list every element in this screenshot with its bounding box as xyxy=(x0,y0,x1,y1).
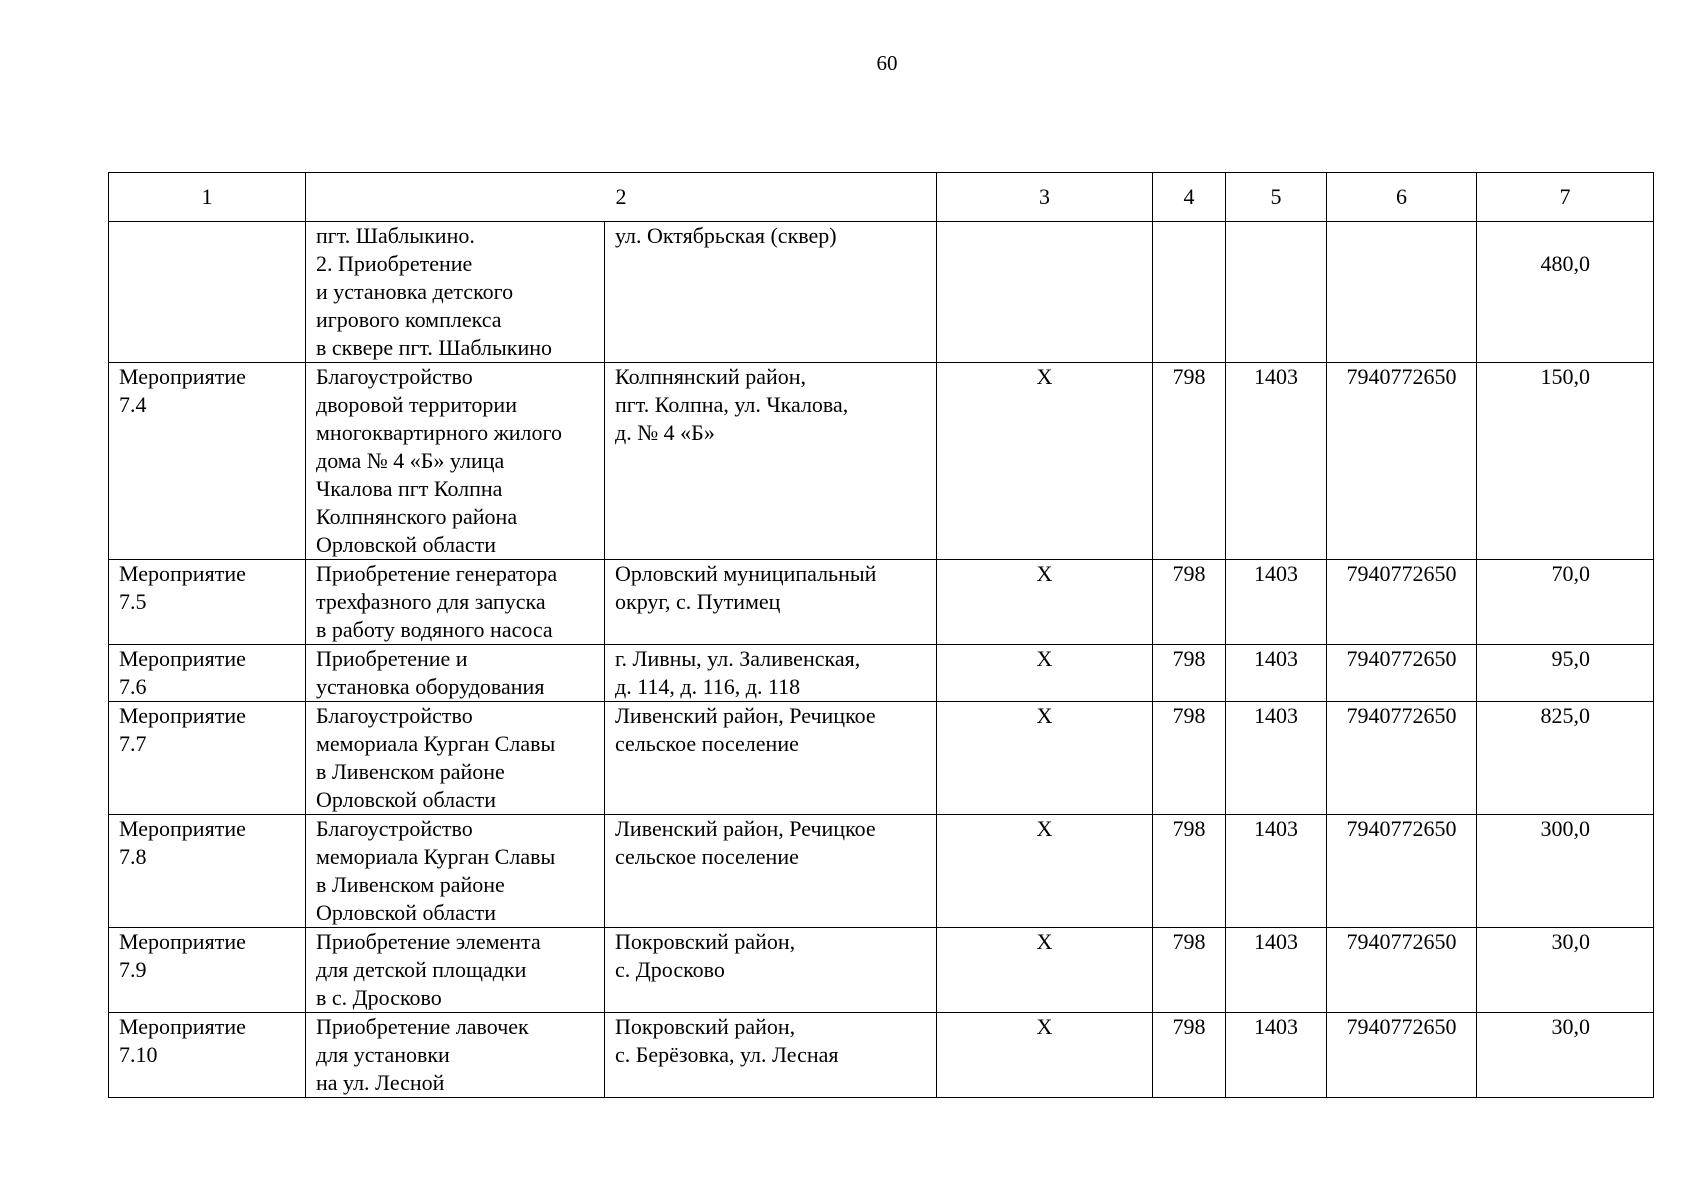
amount-cell: 95,0 xyxy=(1477,645,1654,702)
description-cell: Благоустройство дворовой территории многоквартирного жилого дома № 4 «Б» улица Чкалова пгт Колпна Колпнянского района Орловской области xyxy=(306,363,605,560)
event-cell: Мероприятие 7.7 xyxy=(109,702,306,815)
address-cell: г. Ливны, ул. Заливенская, д. 114, д. 116, д. 118 xyxy=(605,645,937,702)
target-article-cell: 7940772650 xyxy=(1327,363,1477,560)
code-cell: 798 xyxy=(1153,702,1226,815)
target-article-cell xyxy=(1327,222,1477,363)
description-cell: пгт. Шаблыкино. 2. Приобретение и установка детского игрового комплекса в сквере пгт. Шаблыкино xyxy=(306,222,605,363)
event-cell: Мероприятие 7.10 xyxy=(109,1013,306,1098)
address-cell: Ливенский район, Речицкое сельское поселение xyxy=(605,815,937,928)
event-cell: Мероприятие 7.8 xyxy=(109,815,306,928)
table-row xyxy=(109,702,1654,815)
table-row xyxy=(109,815,1654,928)
description-cell: Благоустройство мемориала Курган Славы в Ливенском районе Орловской области xyxy=(306,815,605,928)
event-cell: Мероприятие 7.5 xyxy=(109,560,306,645)
target-article-cell: 7940772650 xyxy=(1327,1013,1477,1098)
marker-cell: Х xyxy=(937,645,1153,702)
table-row xyxy=(109,645,1654,702)
address-cell: Покровский район, с. Берёзовка, ул. Лесная xyxy=(605,1013,937,1098)
target-article-cell: 7940772650 xyxy=(1327,645,1477,702)
header-col-6: 6 xyxy=(1327,173,1477,222)
amount-cell: 30,0 xyxy=(1477,1013,1654,1098)
table-row xyxy=(109,363,1654,560)
table-header-row xyxy=(109,173,1654,222)
marker-cell xyxy=(937,222,1153,363)
code-cell: 798 xyxy=(1153,928,1226,1013)
page-number: 60 xyxy=(876,51,898,75)
amount-cell: 70,0 xyxy=(1477,560,1654,645)
marker-cell: Х xyxy=(937,560,1153,645)
amount-cell: 825,0 xyxy=(1477,702,1654,815)
code-cell: 798 xyxy=(1153,363,1226,560)
section-cell: 1403 xyxy=(1226,928,1327,1013)
header-col-5: 5 xyxy=(1226,173,1327,222)
address-cell: ул. Октябрьская (сквер) xyxy=(605,222,937,363)
marker-cell: Х xyxy=(937,815,1153,928)
code-cell xyxy=(1153,222,1226,363)
section-cell xyxy=(1226,222,1327,363)
description-cell: Приобретение элемента для детской площадки в с. Дросково xyxy=(306,928,605,1013)
section-cell: 1403 xyxy=(1226,645,1327,702)
code-cell: 798 xyxy=(1153,560,1226,645)
section-cell: 1403 xyxy=(1226,815,1327,928)
target-article-cell: 7940772650 xyxy=(1327,815,1477,928)
amount-cell: 150,0 xyxy=(1477,363,1654,560)
address-cell: Покровский район, с. Дросково xyxy=(605,928,937,1013)
table-row xyxy=(109,222,1654,363)
section-cell: 1403 xyxy=(1226,1013,1327,1098)
description-cell: Благоустройство мемориала Курган Славы в Ливенском районе Орловской области xyxy=(306,702,605,815)
table-row xyxy=(109,928,1654,1013)
header-col-4: 4 xyxy=(1153,173,1226,222)
budget-table xyxy=(108,172,1654,1098)
address-cell: Колпнянский район, пгт. Колпна, ул. Чкалова, д. № 4 «Б» xyxy=(605,363,937,560)
address-cell: Орловский муниципальный округ, с. Путимец xyxy=(605,560,937,645)
marker-cell: Х xyxy=(937,1013,1153,1098)
description-cell: Приобретение и установка оборудования xyxy=(306,645,605,702)
marker-cell: Х xyxy=(937,928,1153,1013)
table-row xyxy=(109,560,1654,645)
amount-cell: 480,0 xyxy=(1477,222,1654,363)
section-cell: 1403 xyxy=(1226,363,1327,560)
section-cell: 1403 xyxy=(1226,702,1327,815)
target-article-cell: 7940772650 xyxy=(1327,928,1477,1013)
event-cell: Мероприятие 7.6 xyxy=(109,645,306,702)
event-cell: Мероприятие 7.4 xyxy=(109,363,306,560)
section-cell: 1403 xyxy=(1226,560,1327,645)
event-cell xyxy=(109,222,306,363)
target-article-cell: 7940772650 xyxy=(1327,702,1477,815)
amount-cell: 30,0 xyxy=(1477,928,1654,1013)
table-row xyxy=(109,1013,1654,1098)
header-col-2: 2 xyxy=(306,173,937,222)
amount-cell: 300,0 xyxy=(1477,815,1654,928)
header-col-3: 3 xyxy=(937,173,1153,222)
code-cell: 798 xyxy=(1153,645,1226,702)
header-col-7: 7 xyxy=(1477,173,1654,222)
code-cell: 798 xyxy=(1153,815,1226,928)
address-cell: Ливенский район, Речицкое сельское поселение xyxy=(605,702,937,815)
code-cell: 798 xyxy=(1153,1013,1226,1098)
target-article-cell: 7940772650 xyxy=(1327,560,1477,645)
marker-cell: Х xyxy=(937,363,1153,560)
description-cell: Приобретение генератора трехфазного для запуска в работу водяного насоса xyxy=(306,560,605,645)
header-col-1: 1 xyxy=(109,173,306,222)
marker-cell: Х xyxy=(937,702,1153,815)
event-cell: Мероприятие 7.9 xyxy=(109,928,306,1013)
description-cell: Приобретение лавочек для установки на ул. Лесной xyxy=(306,1013,605,1098)
